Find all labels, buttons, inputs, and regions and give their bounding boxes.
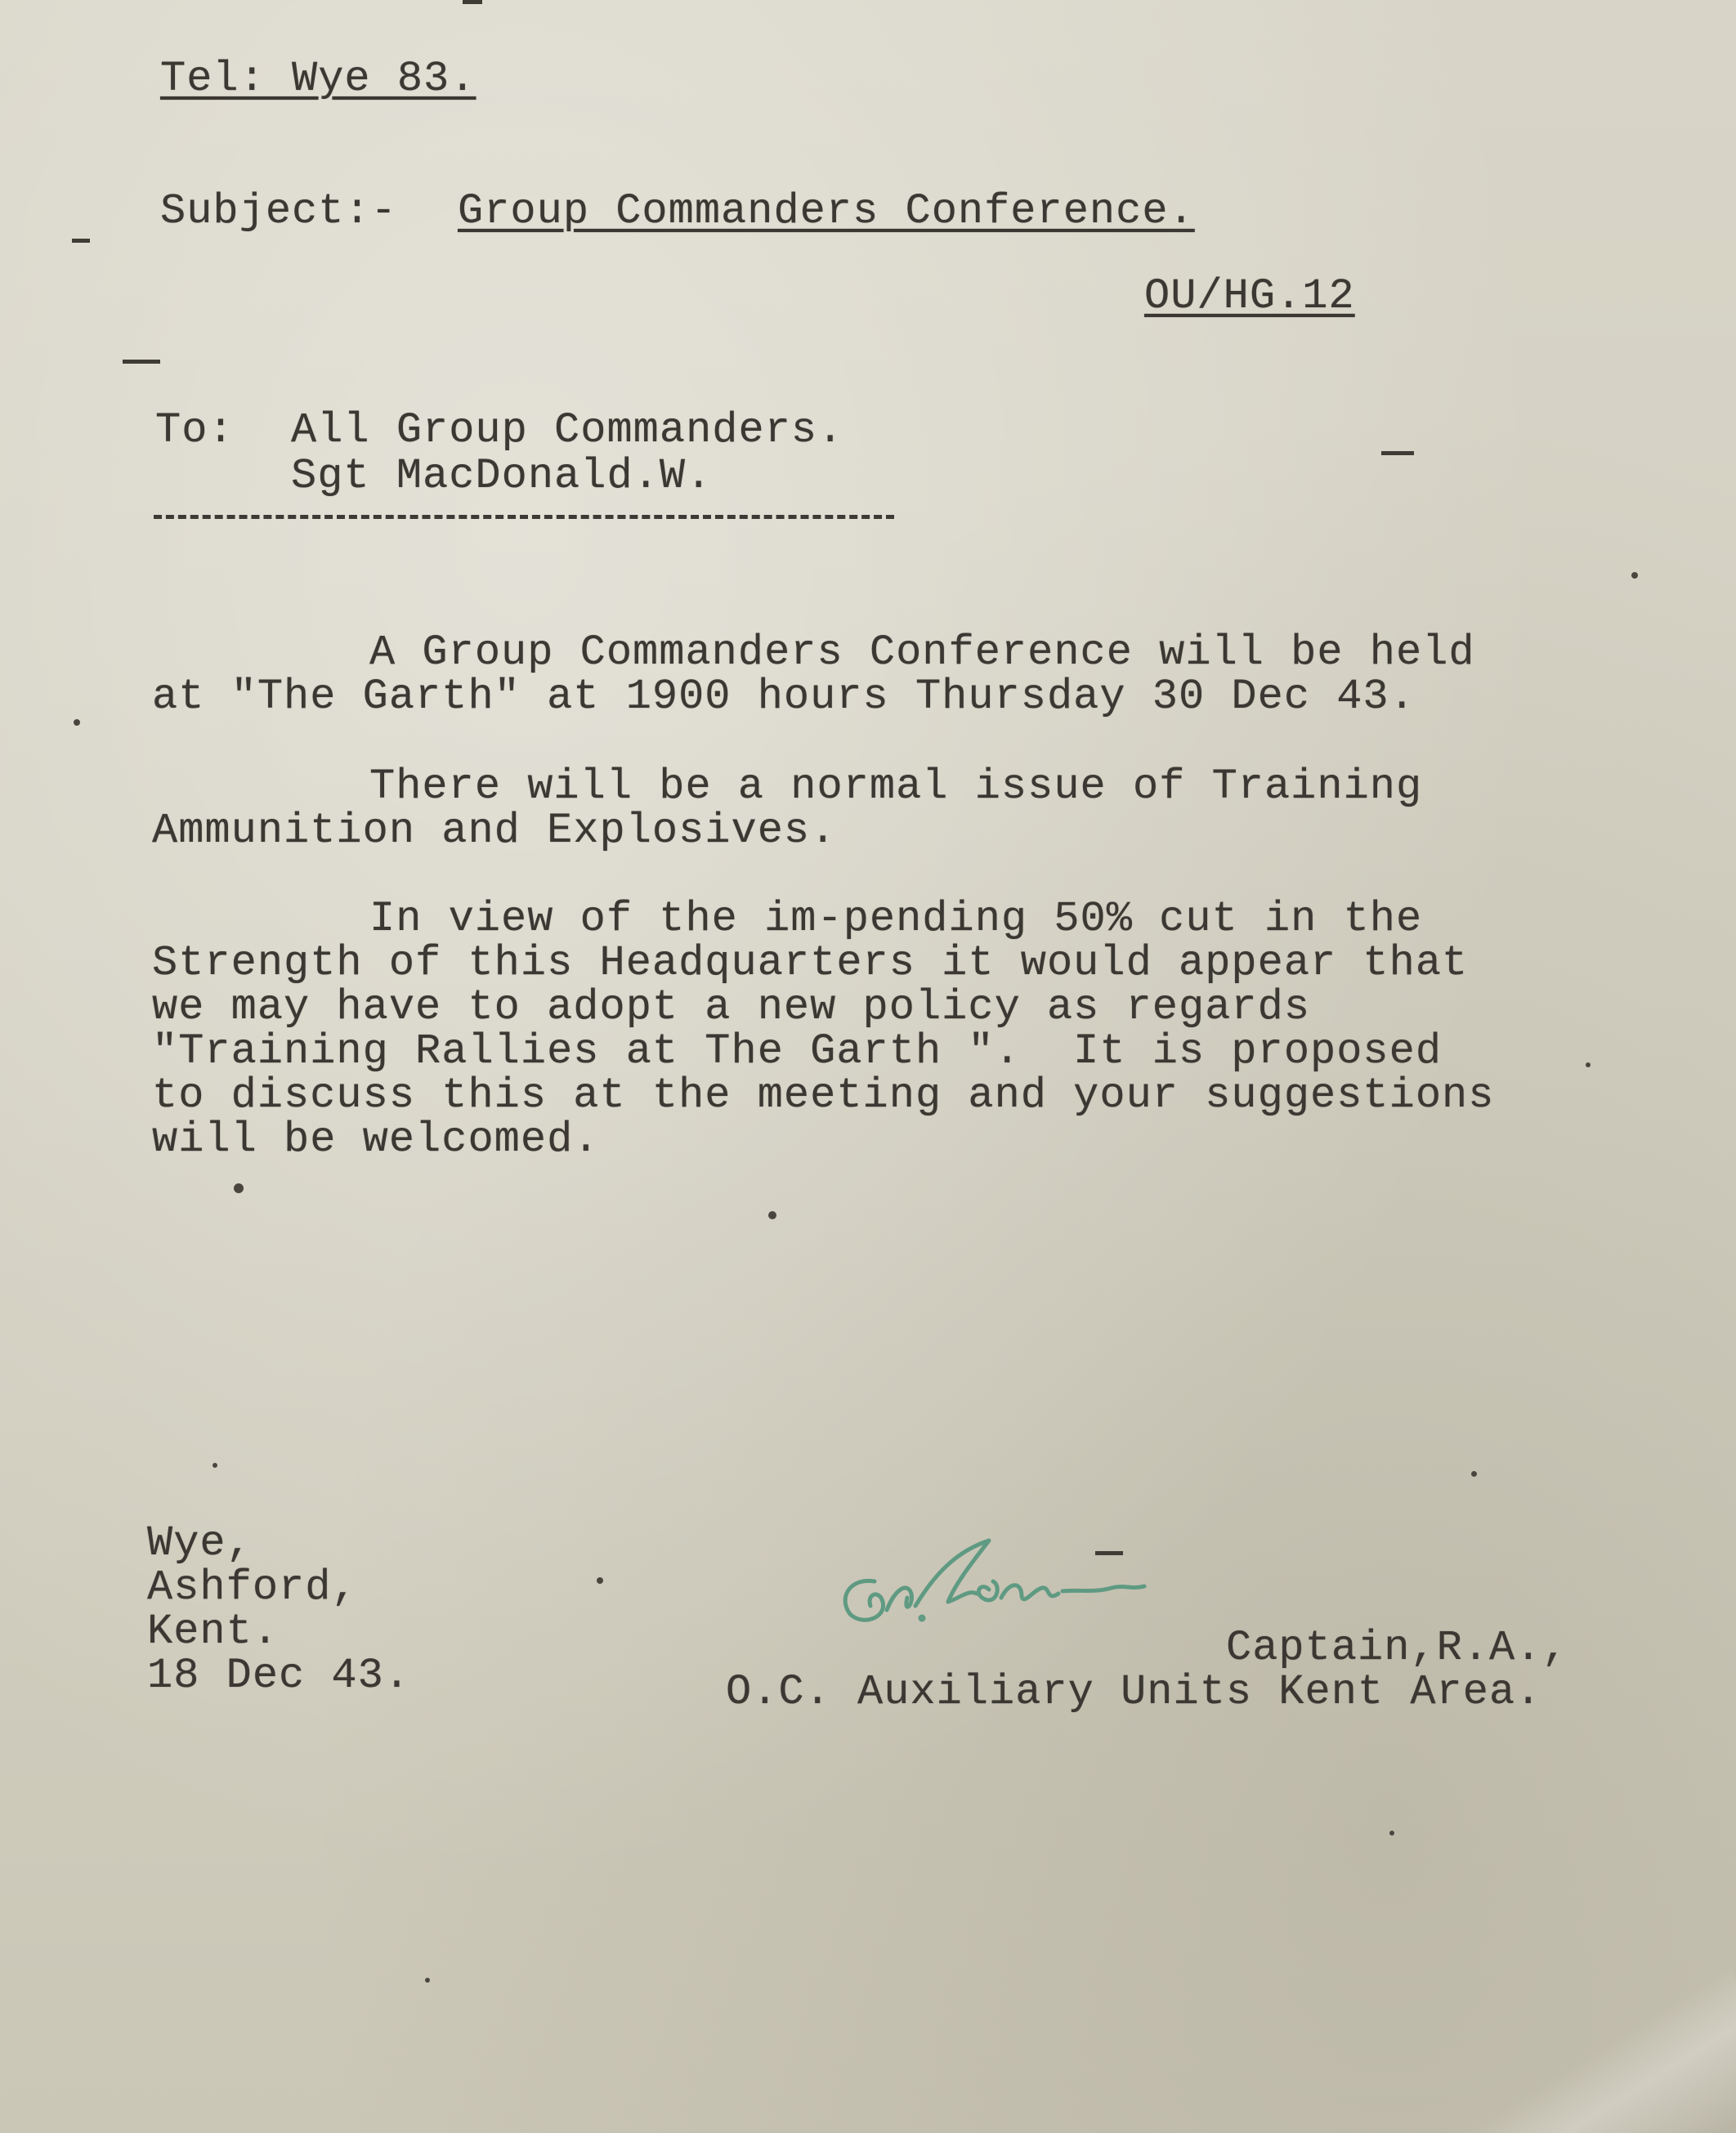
to-label: To: bbox=[155, 406, 235, 454]
paragraph-1-line-1: A Group Commanders Conference will be held bbox=[369, 628, 1475, 677]
paper-speck bbox=[597, 1577, 603, 1584]
recipient-line-2: Sgt MacDonald.W. bbox=[291, 452, 713, 500]
paper-fold-corner bbox=[1443, 1957, 1736, 2133]
paragraph-3-line-4: "Training Rallies at The Garth ". It is proposed bbox=[152, 1027, 1443, 1075]
paragraph-3-line-5: to discuss this at the meeting and your suggestions bbox=[152, 1071, 1495, 1120]
paper-speck bbox=[1389, 1831, 1394, 1836]
paragraph-3-line-3: we may have to adopt a new policy as regards bbox=[152, 983, 1311, 1031]
paragraph-1-line-2: at "The Garth" at 1900 hours Thursday 30 Dec 43. bbox=[152, 673, 1416, 721]
paragraph-3-line-2: Strength of this Headquarters it would appear that bbox=[152, 939, 1469, 987]
margin-mark bbox=[1095, 1551, 1123, 1555]
letter-date: 18 Dec 43. bbox=[147, 1652, 411, 1700]
signatory-unit: O.C. Auxiliary Units Kent Area. bbox=[726, 1668, 1542, 1716]
paragraph-3-line-6: will be welcomed. bbox=[152, 1116, 600, 1164]
paper-speck bbox=[1631, 572, 1638, 579]
handwritten-signature bbox=[825, 1532, 1169, 1639]
address-line-1: Wye, bbox=[147, 1519, 253, 1567]
telephone-line: Tel: Wye 83. bbox=[160, 55, 477, 103]
address-line-3: Kent. bbox=[147, 1608, 280, 1656]
paragraph-3-line-1: In view of the im-pending 50% cut in the bbox=[369, 895, 1423, 943]
margin-mark bbox=[72, 239, 90, 243]
paper-speck bbox=[1586, 1062, 1591, 1067]
address-line-2: Ashford, bbox=[147, 1563, 358, 1612]
margin-mark bbox=[463, 0, 482, 4]
signatory-rank: Captain,R.A., bbox=[1226, 1624, 1568, 1672]
margin-mark bbox=[123, 360, 160, 364]
paper-speck bbox=[234, 1183, 244, 1193]
recipient-divider bbox=[154, 515, 894, 519]
paragraph-2-line-2: Ammunition and Explosives. bbox=[152, 807, 837, 855]
subject-label: Subject:- bbox=[160, 187, 397, 235]
paper-speck bbox=[213, 1463, 217, 1468]
paper-speck bbox=[1471, 1471, 1477, 1477]
reference-number: OU/HG.12 bbox=[1144, 272, 1355, 320]
recipient-line-1: All Group Commanders. bbox=[291, 406, 844, 454]
margin-mark bbox=[1381, 451, 1414, 455]
paragraph-2-line-1: There will be a normal issue of Training bbox=[369, 762, 1423, 811]
paper-speck bbox=[74, 719, 80, 726]
subject-title: Group Commanders Conference. bbox=[458, 187, 1195, 235]
paper-speck bbox=[425, 1978, 430, 1983]
paper-speck bbox=[768, 1211, 776, 1219]
